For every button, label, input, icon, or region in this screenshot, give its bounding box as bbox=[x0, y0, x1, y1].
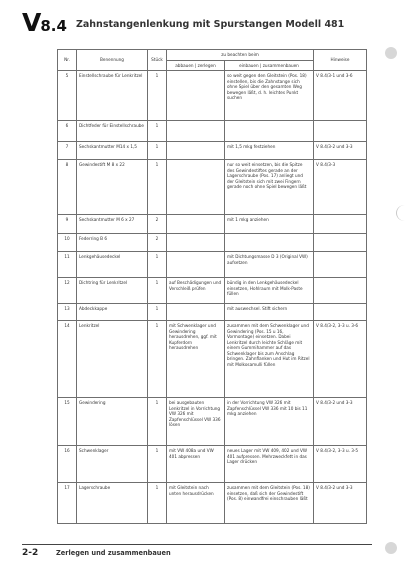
cell-qty: 1 bbox=[148, 483, 167, 524]
header-stueck: Stück bbox=[148, 50, 167, 71]
cell-name: Dichtring für Lenkritzel bbox=[77, 278, 148, 304]
cell-hint: V 8.4/3-2 und 3-3 bbox=[314, 398, 367, 446]
cell-nr: 6 bbox=[58, 121, 77, 142]
header-bearbeiten: zu beachten beim bbox=[167, 50, 314, 61]
cell-nr: 10 bbox=[58, 234, 77, 252]
cell-qty: 1 bbox=[148, 321, 167, 398]
cell-install bbox=[225, 121, 314, 142]
cell-qty: 2 bbox=[148, 215, 167, 234]
cell-hint: V 8.4/3-2 und 3-3 bbox=[314, 483, 367, 524]
cell-install: nur so weit einsetzen, bis die Spitze des Gewindestiftes gerade an der Lagerschraube (Pos. 17) anliegt und der Gleitstein sich mit zwei Fingern gerade noch ohne Spiel bewegen läßt bbox=[225, 160, 314, 215]
table-row bbox=[58, 121, 367, 142]
cell-qty: 1 bbox=[148, 252, 167, 278]
table-row bbox=[58, 398, 367, 446]
cell-install: zusammen mit dem Schwenklager und Gewindering (Pos. 15 u 16, Vormontage) einsetzen. Dabei Lenkritzel durch leichte Schläge mit einem Gummihammer auf das Schwenklager bis zum Anschlag bringen. Zahnflanken und Hut im Ritzel mit Molkosamulli füllen bbox=[225, 321, 314, 398]
cell-install: in der Vorrichtung VW 326 mit Zapfenschlüssel VW 336 mit 10 bis 11 mkg anziehen bbox=[225, 398, 314, 446]
cell-name: Lenkritzel bbox=[77, 321, 148, 398]
cell-remove bbox=[167, 304, 225, 321]
table-row bbox=[58, 160, 367, 215]
cell-name: Lagerschraube bbox=[77, 483, 148, 524]
cell-install: neues Lager mit VW 409, 402 und VW 401 aufpressen. Mehrzweckfett in das Lager drücken bbox=[225, 446, 314, 483]
cell-remove bbox=[167, 142, 225, 160]
section-code bbox=[22, 10, 67, 35]
header-nr: Nr. bbox=[58, 50, 77, 71]
cell-remove: mit Schwenklager und Gewindering herausdrehen, ggf. mit Kupferdorn herausdrehen bbox=[167, 321, 225, 398]
table-row bbox=[58, 304, 367, 321]
cell-nr: 16 bbox=[58, 446, 77, 483]
cell-hint bbox=[314, 278, 367, 304]
cell-hint bbox=[314, 215, 367, 234]
cell-qty: 1 bbox=[148, 278, 167, 304]
table-row bbox=[58, 446, 367, 483]
cell-name: Sechskantmutter M14 x 1,5 bbox=[77, 142, 148, 160]
cell-name: Sechskantmutter M 6 x 27 bbox=[77, 215, 148, 234]
header-benennung: Benennung bbox=[77, 50, 148, 71]
cell-hint bbox=[314, 252, 367, 278]
cell-hint: V 8.4/3-1 und 3-6 bbox=[314, 71, 367, 121]
cell-qty: 1 bbox=[148, 71, 167, 121]
cell-name: Abdeckkappe bbox=[77, 304, 148, 321]
section-code-sub: 8.4 bbox=[40, 17, 67, 35]
cell-name: Gewindering bbox=[77, 398, 148, 446]
cell-nr: 14 bbox=[58, 321, 77, 398]
cell-qty: 1 bbox=[148, 398, 167, 446]
cell-name: Schwenklager bbox=[77, 446, 148, 483]
cell-nr: 15 bbox=[58, 398, 77, 446]
cell-nr: 12 bbox=[58, 278, 77, 304]
table-row bbox=[58, 71, 367, 121]
cell-remove bbox=[167, 234, 225, 252]
header-anbauen: einbauen | zusammenbauen bbox=[225, 60, 314, 71]
cell-hint bbox=[314, 234, 367, 252]
section-code-main: V bbox=[22, 8, 41, 37]
header-abbauen: abbauen | zerlegen bbox=[167, 60, 225, 71]
table-row bbox=[58, 483, 367, 524]
cell-name: Einstellschraube für Lenkritzel bbox=[77, 71, 148, 121]
cell-hint: V 8.4/3-2, 3-3 u. 3-6 bbox=[314, 321, 367, 398]
cell-install: zusammen mit dem Gleitstein (Pos. 18) einsetzen, daß sich der Gewindestift (Pos. 8) einwandfrei einschrauben läßt bbox=[225, 483, 314, 524]
table-row bbox=[58, 234, 367, 252]
cell-install: bündig in den Lenkgehäusedeckel einsetzen, Hohlraum mit Molk-Paste füllen bbox=[225, 278, 314, 304]
cell-hint bbox=[314, 304, 367, 321]
cell-install: mit 1 mkg anziehen bbox=[225, 215, 314, 234]
cell-install: mit 1,5 mkg festziehen bbox=[225, 142, 314, 160]
cell-nr: 17 bbox=[58, 483, 77, 524]
cell-hint bbox=[314, 121, 367, 142]
footer-rule bbox=[22, 544, 372, 545]
parts-table bbox=[57, 49, 367, 524]
cell-name: Gewindestift M 8 x 22 bbox=[77, 160, 148, 215]
cell-remove bbox=[167, 71, 225, 121]
cell-name: Dichtfeder für Einstellschraube bbox=[77, 121, 148, 142]
punch-hole-bottom bbox=[385, 542, 397, 554]
table-row bbox=[58, 215, 367, 234]
cell-remove bbox=[167, 252, 225, 278]
cell-hint: V 8.4/3-3 bbox=[314, 160, 367, 215]
cell-hint: V 8.4/3-2, 3-3 u. 3-5 bbox=[314, 446, 367, 483]
cell-name: Lenkgehäusedeckel bbox=[77, 252, 148, 278]
punch-hole-top bbox=[385, 47, 397, 59]
cell-name: Federring B 6 bbox=[77, 234, 148, 252]
cell-nr: 7 bbox=[58, 142, 77, 160]
table-row bbox=[58, 278, 367, 304]
cell-install: mit auswechsel. Stift sichern bbox=[225, 304, 314, 321]
table-row bbox=[58, 252, 367, 278]
cell-remove bbox=[167, 121, 225, 142]
cell-qty: 1 bbox=[148, 121, 167, 142]
table-row bbox=[58, 321, 367, 398]
cell-nr: 11 bbox=[58, 252, 77, 278]
cell-hint: V 8.4/3-2 und 3-3 bbox=[314, 142, 367, 160]
cell-install: mit Dichtungsmasse D 3 (Original VW) aufsetzen bbox=[225, 252, 314, 278]
cell-remove bbox=[167, 215, 225, 234]
cell-remove: bei ausgebauten Lenkritzel in Vorrichtung VW 326 mit Zapfenschlüssel VW 336 lösen bbox=[167, 398, 225, 446]
footer-page-number: 2-2 bbox=[22, 548, 39, 558]
cell-remove: mit VW 408a und VW 401 abpressen bbox=[167, 446, 225, 483]
header-hinweise: Hinweise bbox=[314, 50, 367, 71]
table-row bbox=[58, 142, 367, 160]
cell-nr: 9 bbox=[58, 215, 77, 234]
cell-remove: auf Beschädigungen und Verschleiß prüfen bbox=[167, 278, 225, 304]
cell-remove bbox=[167, 160, 225, 215]
cell-qty: 1 bbox=[148, 160, 167, 215]
cell-install: so weit gegen den Gleitstein (Pos. 18) einstellen, bis die Zahnstange sich ohne Spiel über den gesamten Weg bewegen läßt, d. h. leichtes Punkt suchen bbox=[225, 71, 314, 121]
cell-qty: 2 bbox=[148, 234, 167, 252]
edge-mark bbox=[396, 205, 413, 221]
footer-section-title: Zerlegen und zusammenbauen bbox=[56, 549, 171, 557]
cell-nr: 5 bbox=[58, 71, 77, 121]
cell-qty: 1 bbox=[148, 446, 167, 483]
cell-qty: 1 bbox=[148, 304, 167, 321]
cell-install bbox=[225, 234, 314, 252]
cell-nr: 8 bbox=[58, 160, 77, 215]
table-header-row bbox=[58, 50, 367, 61]
cell-remove: mit Gleitstein nach unten herausdrücken bbox=[167, 483, 225, 524]
cell-qty: 1 bbox=[148, 142, 167, 160]
cell-nr: 13 bbox=[58, 304, 77, 321]
page-title: Zahnstangenlenkung mit Spurstangen Modell 481 bbox=[76, 19, 345, 30]
